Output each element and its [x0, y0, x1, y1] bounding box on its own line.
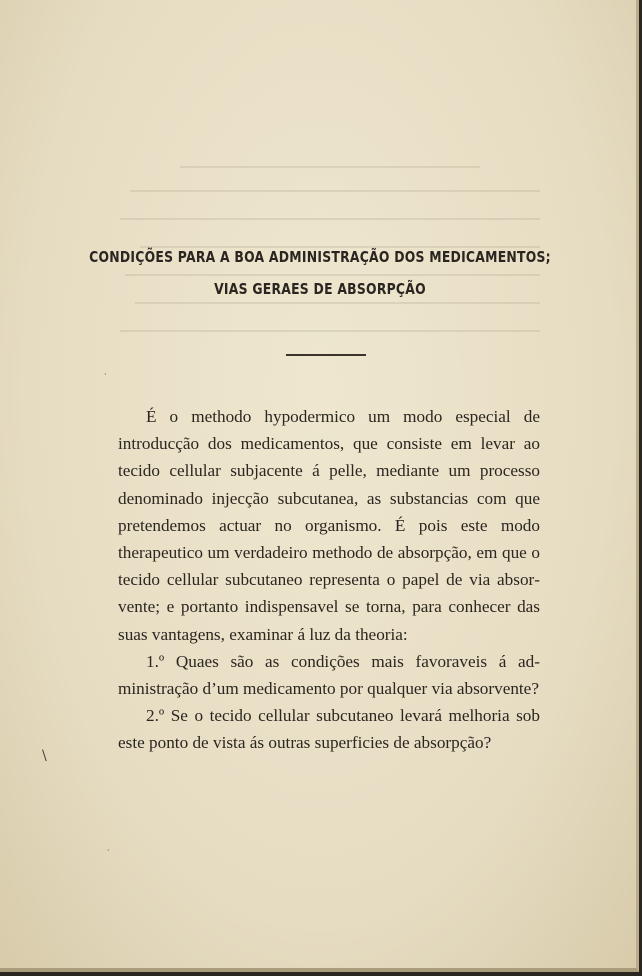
chapter-heading-line2: VIAS GERAES DE ABSORPÇÃO: [214, 280, 426, 298]
paper-speck: ·: [104, 370, 107, 379]
question-2: 2.º Se o tecido cellular subcutaneo levará melhoria sob este ponto de vista ás outras superficies de absorpção?: [118, 706, 540, 753]
heading-divider: [286, 354, 366, 356]
intro-paragraph: É o methodo hypodermico um modo especial de introducção dos medicamentos, que consiste em levar ao tecido cellular subjacente á pelle, mediante um processo denominado injecção subcutanea, as substancias com que pretendemos actuar no organismo. É pois este modo therapeutico um verdadeiro methodo de absorpção, em que o tecido cellular subcutaneo representa o papel de via absorvente; e portanto indispensavel se torna, para conhecer das suas vantagens, examinar á luz da theoria:: [118, 407, 540, 644]
body-text: [118, 403, 540, 757]
paper-speck: \: [42, 748, 47, 764]
paper-speck: ·: [107, 846, 110, 855]
question-1: 1.º Quaes são as condições mais favoraveis á administração d’um medicamento por qualquer via absorvente?: [118, 651, 540, 699]
chapter-heading-line1: CONDIÇÕES PARA A BOA ADMINISTRAÇÃO DOS MEDICAMENTOS;: [89, 248, 551, 266]
